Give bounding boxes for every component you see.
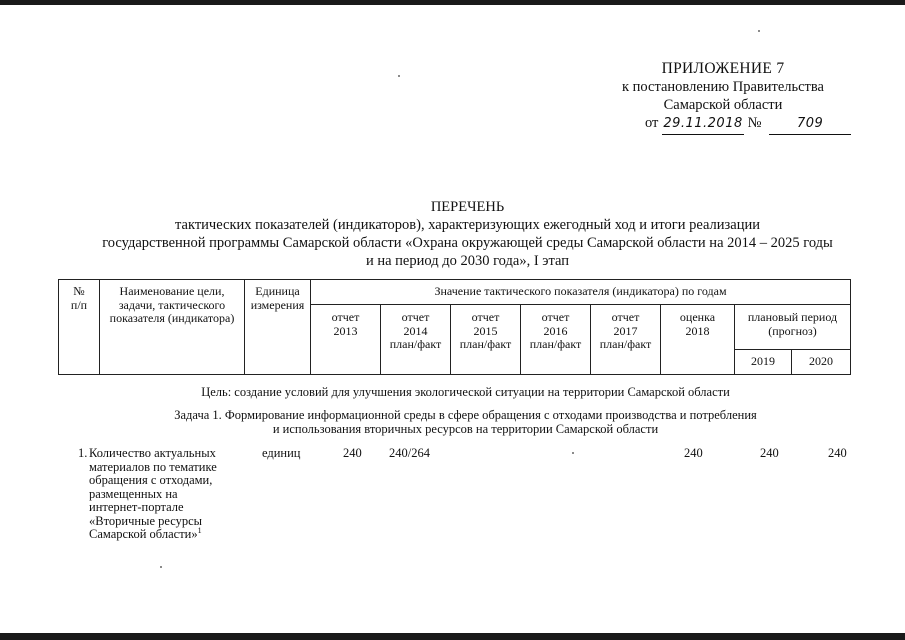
col-unit-header: Единица измерения [245,280,311,375]
number-sign: № [747,115,762,131]
document-title [60,198,875,270]
scan-speck [572,452,574,454]
goal-line: Цель: создание условий для улучшения экологической ситуации на территории Самарской области [201,385,730,399]
scan-bottom-border [0,633,905,640]
scan-top-border [0,0,905,5]
row-value-2013: 240 [343,446,362,460]
row-value-2014: 240/264 [389,446,430,460]
date-prefix: от [645,115,659,131]
col-2013-header: отчет 2013 [311,305,381,375]
title-line: и на период до 2030 года», I этап [365,253,570,269]
appendix-line: Самарской области [663,97,783,113]
indicators-table-header [58,279,851,375]
scan-speck [160,566,162,568]
footnote-mark: 1 [197,525,202,535]
appendix-title: ПРИЛОЖЕНИЕ 7 [661,60,785,77]
scan-speck [758,30,760,32]
appendix-line: к постановлению Правительства [622,79,824,95]
scan-speck [398,75,400,77]
col-estimate-header: оценка 2018 [661,305,735,375]
row-indicator-name: Количество актуальных материалов по тематике обращения с отходами, размещенных на интернет-портале «Вторичные ресурсы Самарской области»$^1$ [89,446,217,541]
handwritten-date: 29.11.2018 [662,114,744,135]
col-2015-header: отчет 2015 план/факт [451,305,521,375]
resolution-dateline [645,113,855,135]
col-2017-header: отчет 2017 план/факт [591,305,661,375]
col-number-header: № п/п [59,280,100,375]
col-name-header: Наименование цели, задачи, тактического показателя (индикатора) [100,280,245,375]
title-line: государственной программы Самарской области «Охрана окружающей среды Самарской области на 2014 – 2025 годы [102,235,833,251]
col-values-group-header: Значение тактического показателя (индикатора) по годам [311,280,851,305]
row-unit: единиц [262,446,301,460]
title-line: ПЕРЕЧЕНЬ [430,199,505,215]
row-value-2020: 240 [828,446,847,460]
appendix-block [593,60,853,114]
col-2020-header: 2020 [792,350,851,375]
col-plan-period-header: плановый период (прогноз) [735,305,851,350]
col-2014-header: отчет 2014 план/факт [381,305,451,375]
task-heading: Задача 1. Формирование информационной среды в сфере обращения с отходами производства и потребления и использования вторичных ресурсов на территории Самарской области [174,408,757,436]
row-value-2019: 240 [760,446,779,460]
col-2016-header: отчет 2016 план/факт [521,305,591,375]
row-value-2018: 240 [684,446,703,460]
title-line: тактических показателей (индикаторов), характеризующих ежегодный ход и итоги реализации [175,217,760,233]
row-number: 1. [78,446,88,460]
col-2019-header: 2019 [735,350,792,375]
handwritten-number: 709 [769,114,851,135]
